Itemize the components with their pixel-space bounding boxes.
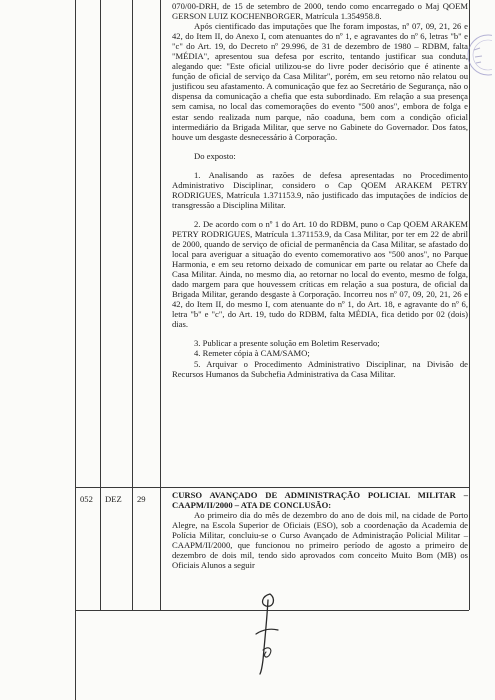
paragraph: Após cientificado das imputações que lhe foram impostas, nº 07, 09, 21, 26 e 42, do Item II, do Anexo I, com atenuantes do nº 1, e agravantes do nº 6, letras "b" e "c" do Art. 19, do Decreto nº 29.996, de 31 de dezembro de 1980 – RDBM, falta "MÉDIA", apresentou sua defesa por escrito, tentando justificar sua conduta, alegando que: "Este oficial utilizou-se do livre poder decisório que é atinente a função de oficial de serviço da Casa Militar", porém, em seu retorno não relatou ou justificou seu afastamento. A comunicação que fez ao Secretário de Segurança, não o dispensa da comunicação a chefia que esta subordinado. Em relação a sua presença sem camisa, no local das comemorações do evento "500 anos", embora de folga e estar sendo realizada num parque, não coaduna, bem com a condição oficial intermediário da Brigada Militar, que serve no Gabinete do Governador. Dos fatos, houve um desgaste desnecessário à Corporação. <box>172 21 468 142</box>
entry-day: 29 <box>137 494 146 504</box>
column-rule-day <box>160 0 161 610</box>
upper-entry-text <box>172 1 468 379</box>
paragraph: 3. Publicar a presente solução em Boletim Reservado; <box>194 338 380 349</box>
entry-body: Ao primeiro dia do mês de dezembro do ano de dois mil, na cidade de Porto Alegre, na Escola Superior de Oficiais (ESO), sob a coordenação da Academia de Polícia Militar, concluiu-se o Curso Avançado de Administração Policial Militar – CAAPM/II/2000, que funcionou no primeiro período de agosto a primeiro de dezembro de dois mil, tendo sido aprovados com conceito Muito Bom (MB) os Oficiais Alunos a seguir <box>172 510 468 571</box>
paragraph: 1. Analisando as razões de defesa apresentadas no Procedimento Administrativo Disciplinar, considero o Cap QOEM ARAKEM PETRY RODRIGUES, Matrícula 1.371153.9, não justificado das imputações de indícios de transgressão a Disciplina Militar. <box>172 169 468 210</box>
page-seal <box>466 30 492 80</box>
paragraph: 4. Remeter cópia à CAM/SAMO; <box>194 348 310 359</box>
signature <box>248 590 288 675</box>
paragraph: 070/00-DRH, de 15 de setembro de 2000, tendo como encarregado o Maj QOEM GERSON LUIZ KOCHENBORGER, Matrícula 1.354958.8. <box>172 1 468 22</box>
paragraph: 2. De acordo com o nº 1 do Art. 10 do RDBM, puno o Cap QOEM ARAKEM PETRY RODRIGUES, Matrícula 1.371153.9, da Casa Militar, por ter em 22 de abril de 2000, quando de serviço de oficial de permanência da Casa Militar, se afastado do local para averiguar a situação do evento comemorativo aos "500 anos", no Parque Harmonia, e em seu retorno deixado de comunicar em parte ou relatar ao Chefe da Casa Militar. Ainda, no mesmo dia, ao retornar no local do evento, mesmo de folga, dado margem para que houvessem críticas em relação a sua postura, de oficial da Brigada Militar, gerando desgaste à Corporação. Incorreu nos nº 07, 09, 20, 21, 26 e 42, do Item II, do mesmo I, com atenuante do nº 1, do Art. 18, e agravante do nº 6, letra "b" e "c", do Art. 19, tudo do RDBM, falta MÉDIA, fica detido por 02 (dois) dias. <box>172 218 468 330</box>
entry-number: 052 <box>80 494 93 504</box>
row-divider <box>75 487 469 488</box>
column-rule-month <box>132 0 133 610</box>
lower-entry-text <box>172 490 468 570</box>
column-rule-left <box>75 0 76 700</box>
column-rule-number <box>100 0 101 610</box>
entry-title: CURSO AVANÇADO DE ADMINISTRAÇÃO POLICIAL MILITAR – CAAPM/II/2000 – ATA DE CONCLUSÃO: <box>172 490 468 511</box>
paragraph: Do exposto: <box>194 150 236 161</box>
column-rule-right <box>469 0 470 610</box>
paragraph: 5. Arquivar o Procedimento Administrativo Disciplinar, na Divisão de Recursos Humanos da Subchefia Administrativa da Casa Militar. <box>172 358 468 379</box>
entry-month: DEZ <box>105 494 122 504</box>
